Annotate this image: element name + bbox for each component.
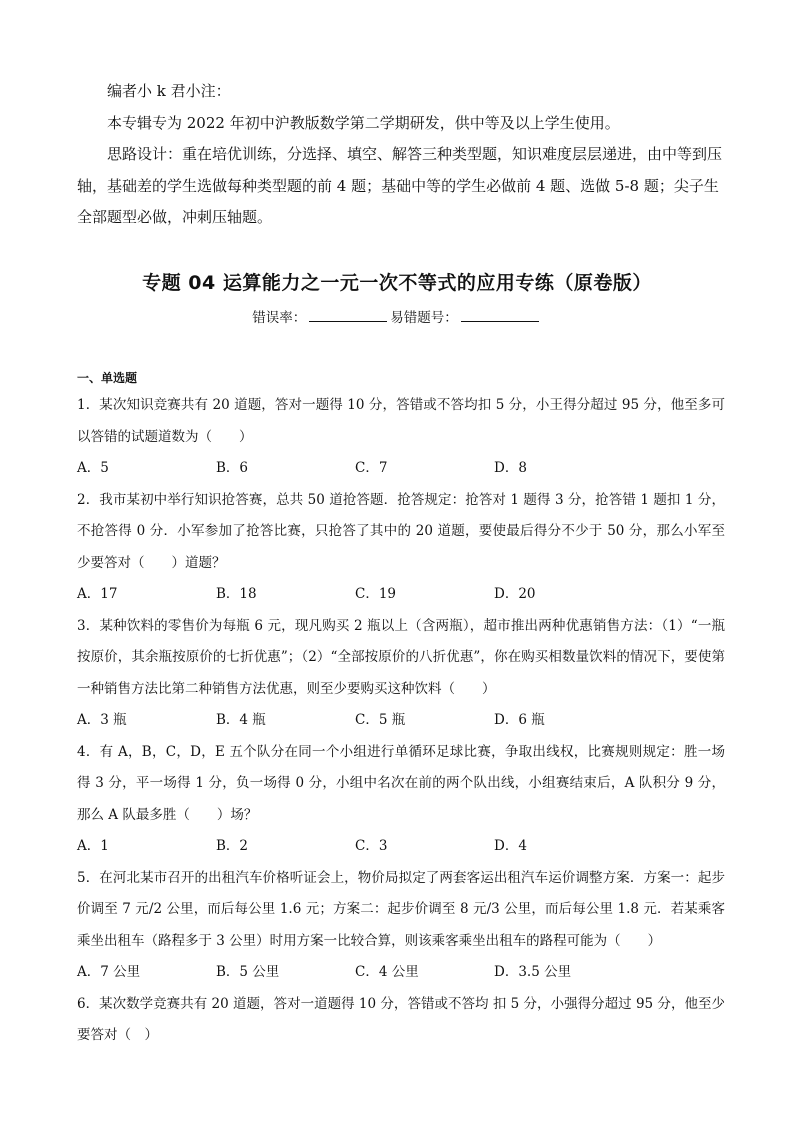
error-record-line (0, 306, 794, 326)
option-row (77, 957, 725, 989)
option-b: B．5 公里 (216, 964, 280, 980)
error-items-blank (461, 309, 539, 322)
option-b: B．6 (216, 460, 249, 476)
option-b: B．4 瓶 (216, 712, 266, 728)
section-title: 一、单选题 (77, 371, 138, 385)
question-text: 4．有 A，B，C，D，E 五个队分在同一个小组进行单循环足球比赛，争取出线权，比赛规则规定：胜一场得 3 分，平一场得 1 分，负一场得 0 分，小组中名次在前的两个队出线，小组赛结束后，A 队积分 9 分，那么 A 队最多胜（ ）场？ (77, 743, 725, 823)
option-a: A．7 公里 (77, 964, 141, 980)
error-items-label: 易错题号： (390, 310, 458, 326)
editor-intro (77, 76, 727, 234)
option-a: A．5 (77, 460, 109, 476)
question-text: 6．某次数学竞赛共有 20 道题，答对一道题得 10 分，答错或不答均 扣 5 分，小强得分超过 95 分，他至少要答对（ ） (77, 995, 725, 1043)
option-d: D．20 (494, 586, 536, 602)
option-d: D．3.5 公里 (494, 964, 572, 980)
question-4 (77, 737, 725, 863)
question-list (77, 390, 725, 1052)
purpose-note: 本专辑专为 2022 年初中沪教版数学第二学期研发，供中等及以上学生使用。 (107, 113, 620, 132)
option-a: A．1 (77, 838, 109, 854)
page-title: 专题 04 运算能力之一元一次不等式的应用专练（原卷版） (142, 272, 652, 294)
error-rate-label: 错误率： (252, 310, 307, 326)
question-text: 1．某次知识竞赛共有 20 道题，答对一题得 10 分，答错或不答均扣 5 分，小王得分超过 95 分，他至多可以答错的试题道数为（ ） (77, 397, 725, 445)
option-row (77, 831, 725, 863)
error-rate-blank (309, 309, 387, 322)
option-b: B．18 (216, 586, 257, 602)
option-d: D．4 (494, 838, 527, 854)
option-a: A．17 (77, 586, 118, 602)
option-d: D．6 瓶 (494, 712, 545, 728)
option-row (77, 705, 725, 737)
question-5 (77, 863, 725, 989)
option-row (77, 579, 725, 611)
question-1 (77, 390, 725, 485)
question-3 (77, 611, 725, 737)
option-row (77, 453, 725, 485)
question-text: 2．我市某初中举行知识抢答赛，总共 50 道抢答题．抢答规定：抢答对 1 题得 3 分，抢答错 1 题扣 1 分，不抢答得 0 分．小军参加了抢答比赛，只抢答了其中的 20 道题，要使最后得分不少于 50 分，那么小军至少要答对（ ）道题？ (77, 491, 725, 571)
option-c: C．19 (355, 586, 397, 602)
question-2 (77, 485, 725, 611)
option-d: D．8 (494, 460, 527, 476)
option-a: A．3 瓶 (77, 712, 127, 728)
option-b: B．2 (216, 838, 249, 854)
question-text: 3．某种饮料的零售价为每瓶 6 元，现凡购买 2 瓶以上（含两瓶），超市推出两种优惠销售方法：（1）“一瓶按原价，其余瓶按原价的七折优惠”；（2）“全部按原价的八折优惠”，你在购买相数量饮料的情况下，要使第一种销售方法比第二种销售方法优惠，则至少要购买这种饮料（ ） (77, 617, 725, 697)
option-c: C．4 公里 (355, 964, 419, 980)
option-c: C．3 (355, 838, 388, 854)
question-text: 5．在河北某市召开的出租汽车价格听证会上，物价局拟定了两套客运出租汽车运价调整方案．方案一：起步价调至 7 元/2 公里，而后每公里 1.6 元；方案二：起步价调至 8 元/3 公里，而后每公里 1.8 元．若某乘客乘坐出租车（路程多于 3 公里）时用方案一比较合算，则该乘客乘坐出租车的路程可能为（ ） (77, 869, 725, 949)
option-c: C．7 (355, 460, 388, 476)
question-6 (77, 989, 725, 1052)
editor-note: 编者小 k 君小注： (107, 82, 231, 100)
design-note: 思路设计：重在培优训练，分选择、填空、解答三种类型题，知识难度层层递进，由中等到压轴，基础差的学生选做每种类型题的前 4 题；基础中等的学生必做前 4 题、选做 5-8 题；尖子生全部题型必做，冲刺压轴题。 (77, 145, 723, 226)
option-c: C．5 瓶 (355, 712, 406, 728)
